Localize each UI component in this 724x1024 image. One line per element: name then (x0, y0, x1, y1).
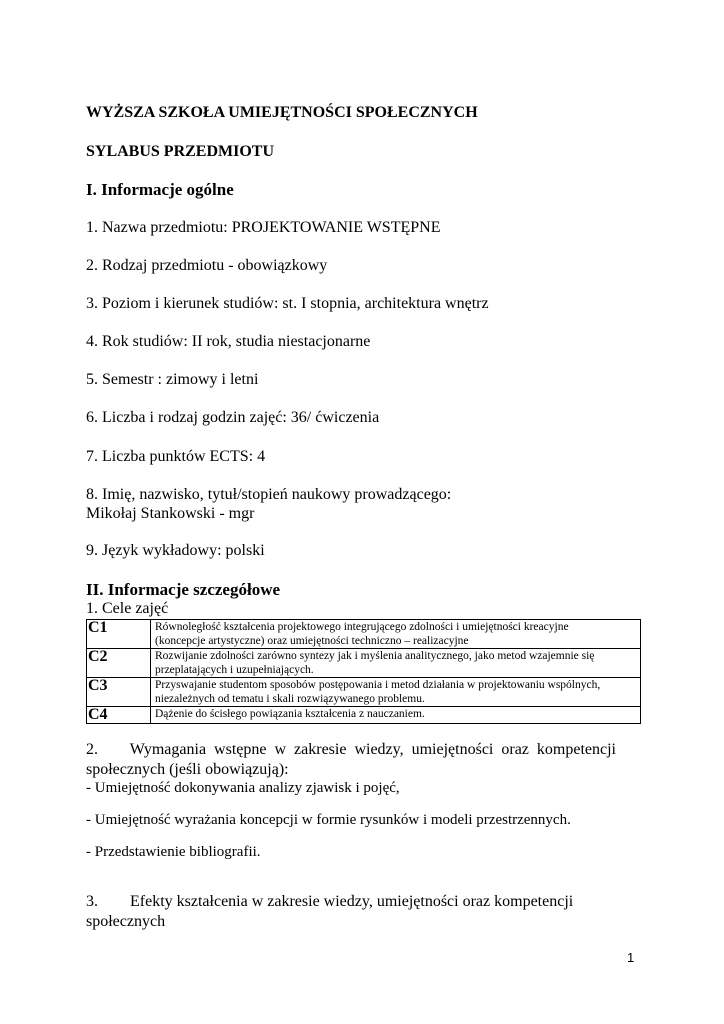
info-item-semester: 5. Semestr : zimowy i letni (86, 371, 259, 388)
info-item-course-name: 1. Nazwa przedmiotu: PROJEKTOWANIE WSTĘPNE (86, 219, 441, 236)
page-number: 1 (627, 950, 635, 965)
table-row (87, 649, 641, 678)
goal-description-line: Równoległość kształcenia projektowego integrującego zdolności i umiejętności kreacyjne (155, 621, 569, 633)
goals-table (86, 619, 641, 724)
goal-description-line: niezależnych od tematu i skali rozwiązywanego problemu. (155, 693, 425, 705)
info-item-language: 9. Język wykładowy: polski (86, 542, 265, 559)
table-row (87, 707, 641, 724)
info-item-lecturer-label: 8. Imię, nazwisko, tytuł/stopień naukowy prowadzącego: (86, 486, 452, 503)
requirement-item: - Umiejętność wyrażania koncepcji w formie rysunków i modeli przestrzennych. (86, 812, 571, 828)
outcomes-heading-line2: społecznych (86, 913, 166, 930)
requirement-item: - Przedstawienie bibliografii. (86, 844, 261, 860)
info-item-lecturer-name: Mikołaj Stankowski - mgr (86, 505, 255, 522)
table-row (87, 620, 641, 649)
section-general-heading: I. Informacje ogólne (86, 180, 234, 199)
syllabus-title: SYLABUS PRZEDMIOTU (86, 143, 275, 160)
goal-code: C4 (87, 707, 151, 724)
goal-code: C3 (87, 678, 151, 707)
goal-description (151, 649, 641, 678)
requirement-item: - Umiejętność dokonywania analizy zjawisk i pojęć, (86, 780, 400, 796)
goal-description-line: Przyswajanie studentom sposobów postępowania i metod działania w projektowaniu wspólnych, (155, 679, 601, 691)
section-detailed-heading: II. Informacje szczegółowe (86, 580, 281, 599)
requirements-heading-line2: społecznych (jeśli obowiązują): (86, 761, 289, 778)
goal-description (151, 678, 641, 707)
goal-description-line: przeplatających i uzupełniających. (155, 664, 314, 676)
goal-description-line: (koncepcje artystyczne) oraz umiejętności techniczno – realizacyjne (155, 635, 469, 647)
info-item-year: 4. Rok studiów: II rok, studia niestacjonarne (86, 333, 371, 350)
goal-description (151, 620, 641, 649)
info-item-ects: 7. Liczba punktów ECTS: 4 (86, 448, 266, 465)
goal-code: C2 (87, 649, 151, 678)
outcomes-heading-line1: 3. Efekty kształcenia w zakresie wiedzy, umiejętności oraz kompetencji (86, 893, 574, 910)
goal-description-line: Dążenie do ścisłego powiązania kształcenia z nauczaniem. (155, 708, 425, 720)
info-item-level: 3. Poziom i kierunek studiów: st. I stopnia, architektura wnętrz (86, 295, 489, 312)
info-item-hours: 6. Liczba i rodzaj godzin zajęć: 36/ ćwiczenia (86, 409, 380, 426)
info-item-course-type: 2. Rodzaj przedmiotu - obowiązkowy (86, 257, 328, 274)
school-name: WYŻSZA SZKOŁA UMIEJĘTNOŚCI SPOŁECZNYCH (86, 104, 478, 121)
requirements-heading-line1: 2. Wymagania wstępne w zakresie wiedzy, umiejętności oraz kompetencji (86, 741, 616, 758)
goal-code: C1 (87, 620, 151, 649)
goal-description (151, 707, 641, 724)
goal-description-line: Rozwijanie zdolności zarówno syntezy jak i myślenia analitycznego, jako metod wzajemnie się (155, 650, 595, 662)
table-row (87, 678, 641, 707)
goals-label: 1. Cele zajęć (86, 600, 169, 617)
